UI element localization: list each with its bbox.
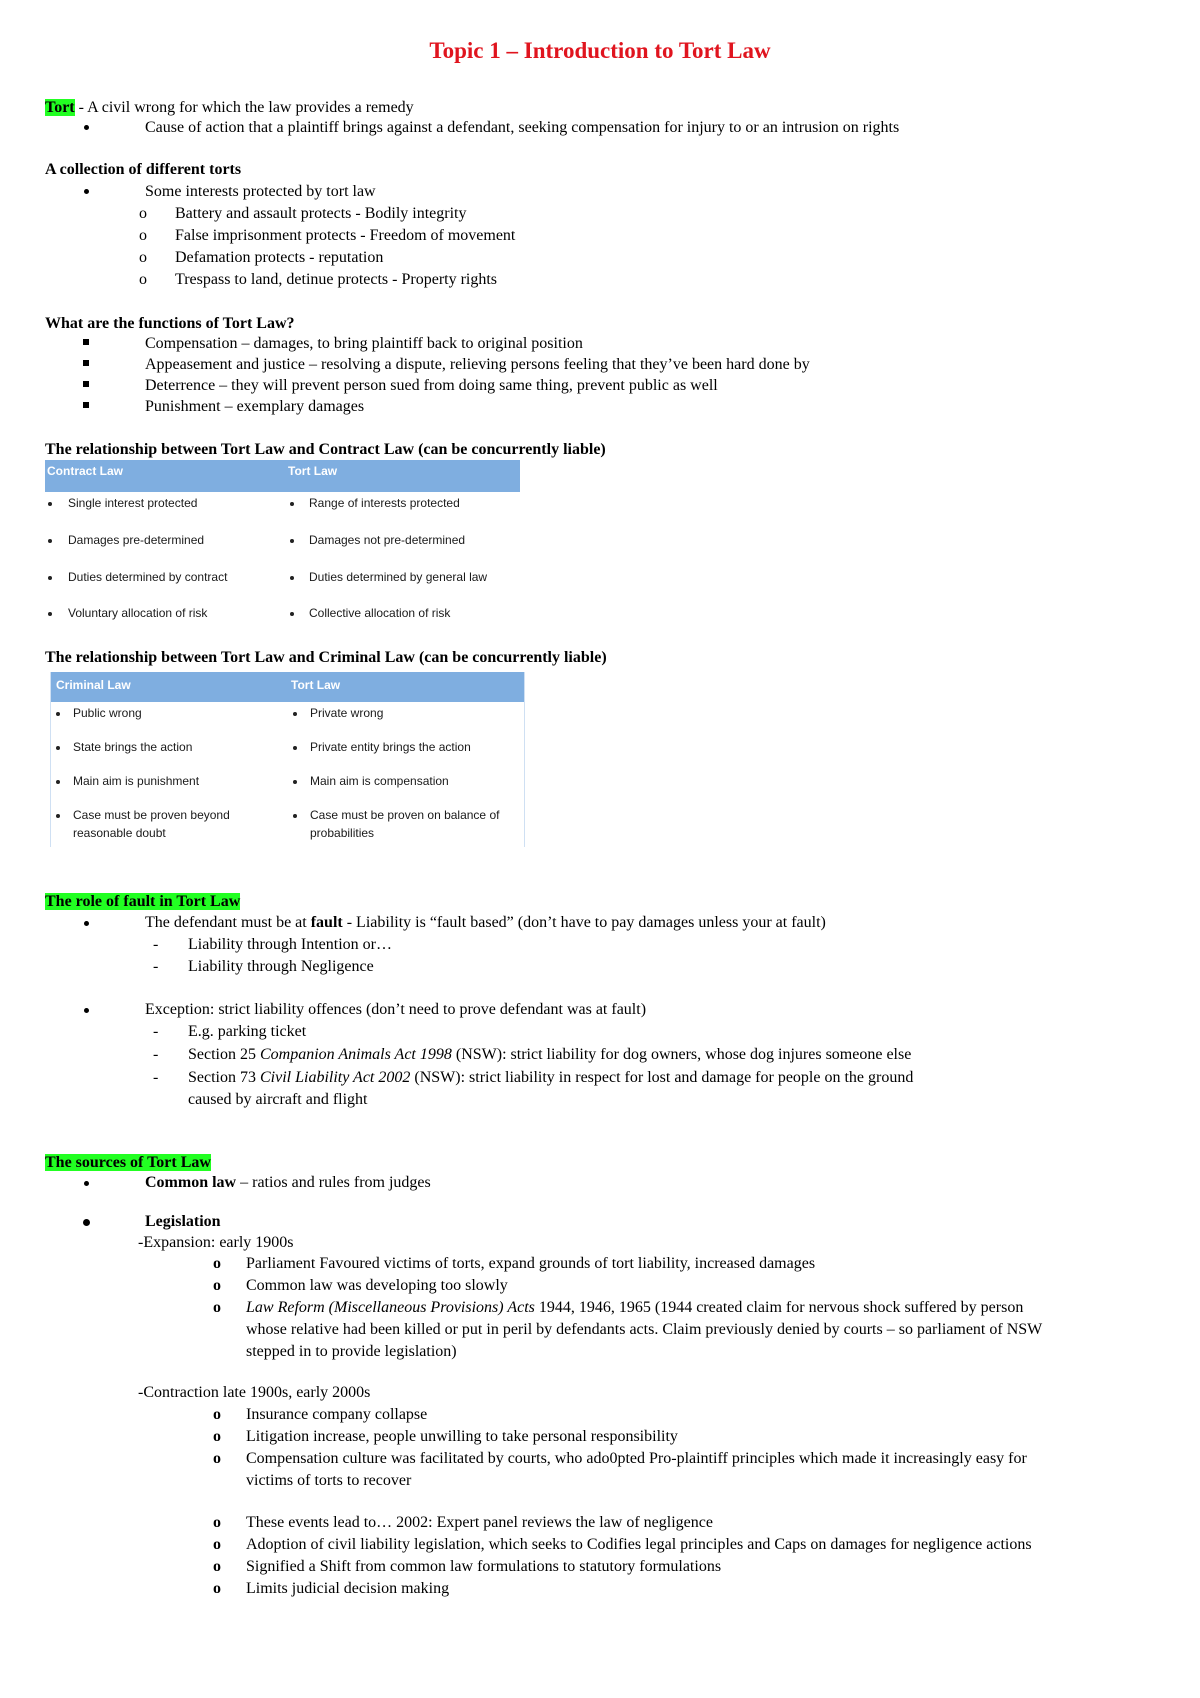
common-law-text: – ratios and rules from judges: [236, 1174, 431, 1191]
bullet-icon: [293, 780, 297, 784]
collection-item: Trespass to land, detinue protects - Property rights: [175, 271, 498, 288]
law-reform-cont: whose relative had been killed or put in peril by defendants acts. Claim previously denied by courts – so parliament of NSW: [246, 1321, 1043, 1338]
bullet-icon: [83, 1219, 90, 1226]
sources-heading-text: The sources of Tort Law: [45, 1154, 211, 1171]
contraction-cont: victims of torts to recover: [246, 1472, 412, 1489]
fault-heading: [45, 892, 240, 912]
tort-cell: Main aim is compensation: [310, 774, 449, 788]
text: Section 73: [188, 1069, 260, 1086]
bullet-icon: [84, 1181, 89, 1186]
bullet-icon: [293, 814, 297, 818]
contraction-label: -Contraction late 1900s, early 2000s: [138, 1384, 371, 1401]
fault-subitem: E.g. parking ticket: [188, 1023, 307, 1040]
function-item: Deterrence – they will prevent person sued from doing same thing, prevent public as well: [145, 377, 718, 394]
square-bullet-icon: [83, 339, 89, 345]
bullet-icon: [56, 814, 60, 818]
contract-cell: Damages pre-determined: [68, 533, 205, 547]
bullet-icon: [293, 712, 297, 716]
bullet-icon: [48, 576, 52, 580]
fault-bold: fault: [310, 914, 343, 931]
tort-bullet: Cause of action that a plaintiff brings against a defendant, seeking compensation for injury to or an intrusion on rights: [145, 119, 900, 136]
legislation-item: Legislation: [145, 1213, 221, 1230]
bullet-icon: [48, 612, 52, 616]
contraction-item: Litigation increase, people unwilling to take personal responsibility: [246, 1428, 678, 1445]
bullet-icon: [293, 746, 297, 750]
o-bullet-icon: o: [213, 1406, 221, 1423]
fault-subitem-cont: caused by aircraft and flight: [188, 1091, 368, 1108]
tort-definition-text: - A civil wrong for which the law provides a remedy: [74, 99, 414, 116]
common-law-item: [145, 1173, 431, 1193]
later-item: Limits judicial decision making: [246, 1580, 450, 1597]
o-bullet-icon: o: [139, 205, 147, 222]
criminal-cell: Main aim is punishment: [73, 774, 200, 788]
tort-col-header: Tort Law: [288, 464, 338, 478]
o-bullet-icon: o: [213, 1255, 221, 1272]
function-item: Compensation – damages, to bring plaintiff back to original position: [145, 335, 583, 352]
dash-icon: -: [153, 958, 159, 975]
criminal-cell: State brings the action: [73, 740, 193, 754]
criminal-heading: The relationship between Tort Law and Criminal Law (can be concurrently liable): [45, 649, 607, 666]
common-law-bold: Common law: [145, 1174, 237, 1191]
fault-bullet-1-pre: The defendant must be at: [145, 914, 311, 931]
tort-definition: [45, 98, 414, 118]
bullet-icon: [56, 712, 60, 716]
contract-heading: The relationship between Tort Law and Contract Law (can be concurrently liable): [45, 441, 606, 458]
o-bullet-icon: o: [213, 1580, 221, 1597]
contraction-item: Compensation culture was facilitated by courts, who ado0pted Pro-plaintiff principles which made it increasingly easy for: [246, 1450, 1027, 1467]
later-item: Signified a Shift from common law formulations to statutory formulations: [246, 1558, 722, 1575]
tort-cell: Damages not pre-determined: [309, 533, 466, 547]
tort-cell-cont: probabilities: [310, 826, 375, 840]
fault-heading-text: The role of fault in Tort Law: [45, 893, 241, 910]
o-bullet-icon: o: [213, 1558, 221, 1575]
dash-icon: -: [153, 1046, 159, 1063]
fault-subitem: Liability through Negligence: [188, 958, 374, 975]
collection-item: False imprisonment protects - Freedom of movement: [175, 227, 516, 244]
o-bullet-icon: o: [213, 1536, 221, 1553]
o-bullet-icon: o: [213, 1450, 221, 1467]
contract-table: [45, 460, 520, 630]
o-bullet-icon: o: [213, 1299, 221, 1316]
law-reform-cont: stepped in to provide legislation): [246, 1343, 457, 1360]
contract-cell: Voluntary allocation of risk: [68, 606, 208, 620]
criminal-cell-cont: reasonable doubt: [73, 826, 166, 840]
bullet-icon: [84, 125, 89, 130]
later-item: These events lead to… 2002: Expert panel reviews the law of negligence: [246, 1514, 713, 1531]
act-name: Law Reform (Miscellaneous Provisions) Acts: [246, 1299, 535, 1316]
expansion-label: -Expansion: early 1900s: [138, 1234, 294, 1251]
tort-cell: Case must be proven on balance of: [310, 808, 500, 822]
expansion-item: Parliament Favoured victims of torts, expand grounds of tort liability, increased damages: [246, 1255, 816, 1272]
act-name: Civil Liability Act 2002: [260, 1069, 411, 1086]
fault-bullet-1: [145, 913, 826, 933]
tort-term: Tort: [45, 99, 75, 116]
expansion-item: Common law was developing too slowly: [246, 1277, 508, 1294]
o-bullet-icon: o: [213, 1277, 221, 1294]
law-reform-item: [246, 1298, 1023, 1318]
contract-cell: Single interest protected: [68, 496, 198, 510]
text: (NSW): strict liability in respect for lost and damage for people on the ground: [410, 1069, 914, 1086]
function-item: Punishment – exemplary damages: [145, 398, 365, 415]
bullet-icon: [290, 502, 294, 506]
collection-heading: A collection of different torts: [45, 161, 242, 178]
tort-cell: Duties determined by general law: [309, 570, 488, 584]
contraction-item: Insurance company collapse: [246, 1406, 428, 1423]
fault-bullet-2: Exception: strict liability offences (don’t need to prove defendant was at fault): [145, 1001, 647, 1018]
text: 1944, 1946, 1965 (1944 created claim for nervous shock suffered by person: [534, 1299, 1024, 1316]
sources-heading: [45, 1153, 211, 1173]
tort-cell: Collective allocation of risk: [309, 606, 451, 620]
dash-icon: -: [153, 936, 159, 953]
text: (NSW): strict liability for dog owners, whose dog injures someone else: [451, 1046, 912, 1063]
fault-subitem: Liability through Intention or…: [188, 936, 392, 953]
collection-bullet: Some interests protected by tort law: [145, 183, 376, 200]
o-bullet-icon: o: [139, 271, 147, 288]
bullet-icon: [290, 576, 294, 580]
tort-cell: Private entity brings the action: [310, 740, 471, 754]
criminal-cell: Case must be proven beyond: [73, 808, 230, 822]
fault-bullet-1-post: - Liability is “fault based” (don’t have to pay damages unless your at fault): [342, 914, 826, 931]
bullet-icon: [56, 780, 60, 784]
text: Section 25: [188, 1046, 260, 1063]
contract-col-header: Contract Law: [47, 464, 124, 478]
dash-icon: -: [153, 1069, 159, 1086]
o-bullet-icon: o: [139, 249, 147, 266]
criminal-cell: Public wrong: [73, 706, 142, 720]
bullet-icon: [48, 502, 52, 506]
bullet-icon: [84, 921, 89, 926]
tort-cell: Private wrong: [310, 706, 384, 720]
criminal-col-header: Criminal Law: [56, 678, 131, 692]
criminal-table: [50, 672, 525, 847]
fault-subitem-section-25: [188, 1045, 911, 1065]
fault-subitem-section-73: [188, 1068, 913, 1088]
o-bullet-icon: o: [139, 227, 147, 244]
collection-item: Defamation protects - reputation: [175, 249, 384, 266]
bullet-icon: [84, 1008, 89, 1013]
act-name: Companion Animals Act 1998: [260, 1046, 452, 1063]
bullet-icon: [84, 189, 89, 194]
contract-cell: Duties determined by contract: [68, 570, 228, 584]
bullet-icon: [56, 746, 60, 750]
dash-icon: -: [153, 1023, 159, 1040]
square-bullet-icon: [83, 381, 89, 387]
o-bullet-icon: o: [213, 1514, 221, 1531]
tort-cell: Range of interests protected: [309, 496, 460, 510]
bullet-icon: [290, 612, 294, 616]
bullet-icon: [48, 539, 52, 543]
functions-heading: What are the functions of Tort Law?: [45, 315, 295, 332]
o-bullet-icon: o: [213, 1428, 221, 1445]
later-item: Adoption of civil liability legislation, which seeks to Codifies legal principles and Caps on damages for negligence actions: [246, 1536, 1032, 1553]
bullet-icon: [290, 539, 294, 543]
tort-col-header: Tort Law: [291, 678, 341, 692]
square-bullet-icon: [83, 360, 89, 366]
page-title: Topic 1 – Introduction to Tort Law: [429, 38, 771, 63]
function-item: Appeasement and justice – resolving a dispute, relieving persons feeling that they’ve been hard done by: [145, 356, 810, 373]
square-bullet-icon: [83, 402, 89, 408]
collection-item: Battery and assault protects - Bodily integrity: [175, 205, 467, 222]
